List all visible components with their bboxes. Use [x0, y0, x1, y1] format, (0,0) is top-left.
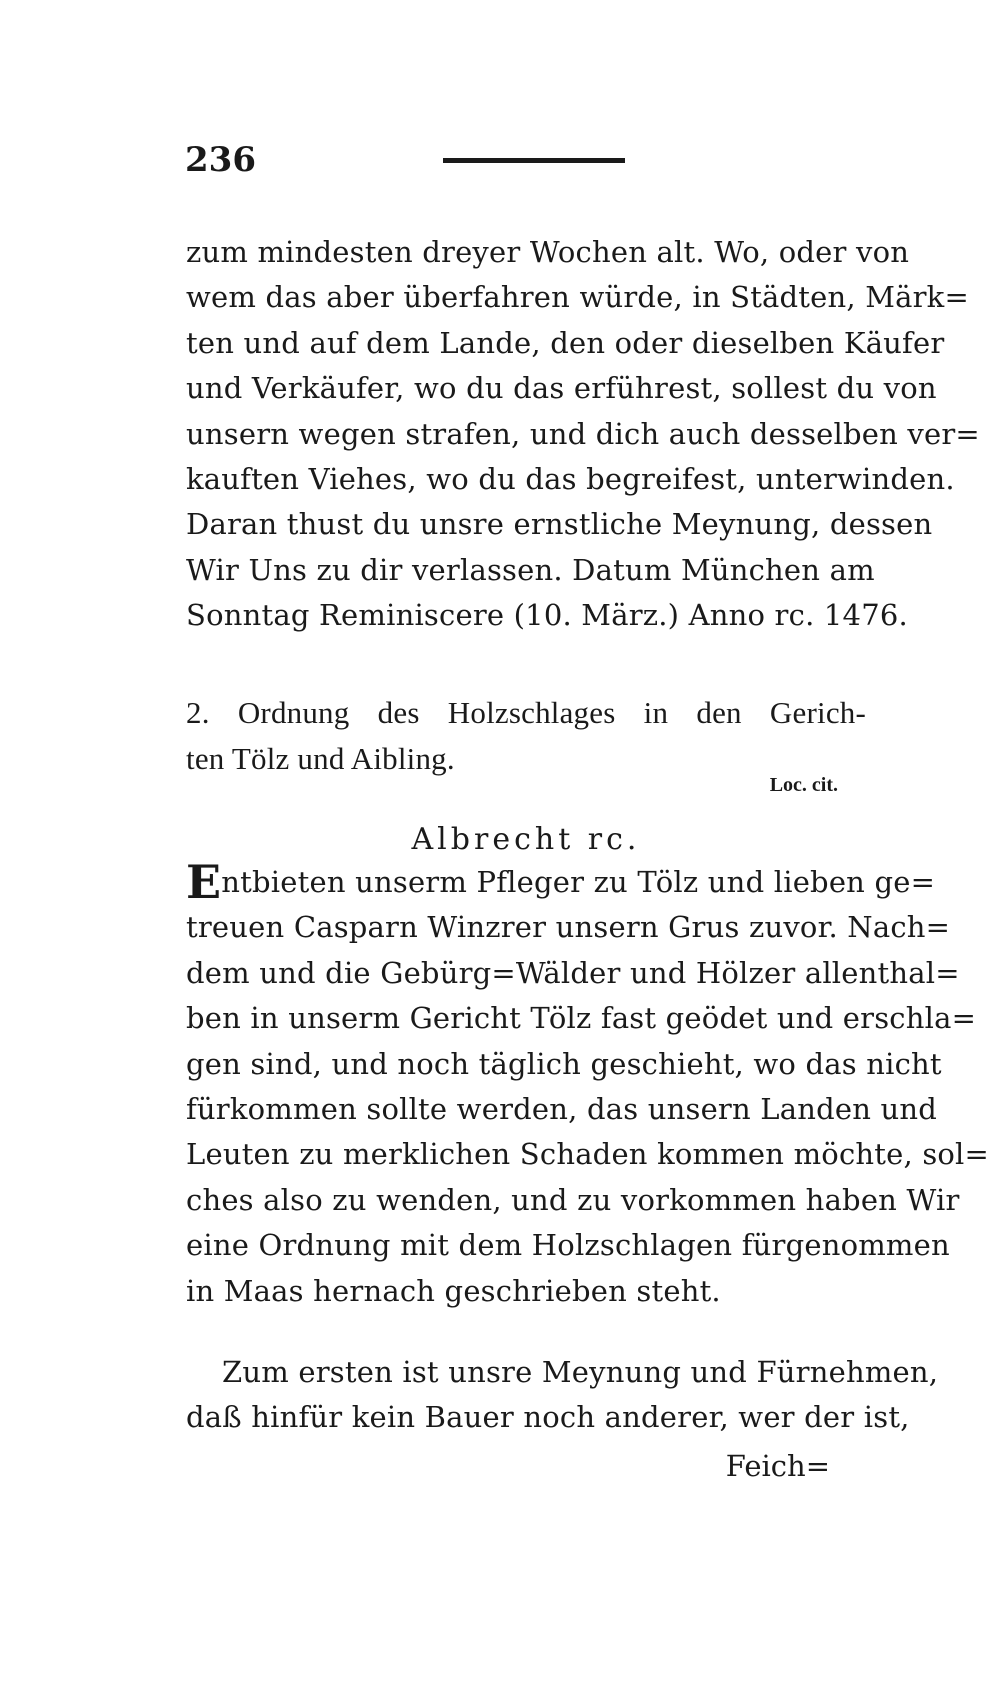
- header-rule: [443, 158, 625, 163]
- text-line: ben in unserm Gericht Tölz fast geödet und erschla=: [186, 1001, 977, 1036]
- text-line: wem das aber überfahren würde, in Städten, Märk=: [186, 280, 969, 315]
- heading-line: ten Tölz und Aibling.: [186, 741, 455, 776]
- text-line: ten und auf dem Lande, den oder dieselben Käufer: [186, 325, 945, 360]
- text-line: ches also zu wenden, und zu vorkommen haben Wir: [186, 1182, 960, 1217]
- page-header: [185, 140, 625, 190]
- text-line: Zum ersten ist unsre Meynung und Fürnehmen,: [222, 1355, 939, 1389]
- text-line: Sonntag Reminiscere (10. März.) Anno rc. 1476.: [186, 598, 908, 633]
- page-number: 236: [185, 140, 256, 180]
- text-line: Daran thust du unsre ernstliche Meynung, dessen: [186, 507, 933, 542]
- text-line: fürkommen sollte werden, das unsern Landen und: [186, 1091, 938, 1126]
- paragraph-1: [186, 230, 980, 639]
- text-line: dem und die Gebürg=Wälder und Hölzer allenthal=: [186, 955, 960, 990]
- text-line: kauften Viehes, wo du das begreifest, unterwinden.: [186, 461, 955, 496]
- paragraph-2: [186, 855, 990, 1314]
- text-line: in Maas hernach geschrieben steht.: [186, 1273, 721, 1308]
- text-line: Leuten zu merklichen Schaden kommen möchte, sol=: [186, 1137, 990, 1172]
- drop-initial: E: [186, 855, 222, 909]
- catchword: Feich=: [725, 1449, 830, 1483]
- text-line: zum mindesten dreyer Wochen alt. Wo, oder von: [186, 235, 910, 269]
- text-line: Wir Uns zu dir verlassen. Datum München am: [186, 552, 875, 587]
- text-line: eine Ordnung mit dem Holzschlagen fürgenommen: [186, 1228, 950, 1263]
- text-line: daß hinfür kein Bauer noch anderer, wer der ist,: [186, 1400, 910, 1435]
- text-line-rest: ntbieten unserm Pfleger zu Tölz und lieben ge=: [221, 865, 936, 899]
- text-line: treuen Casparn Winzrer unsern Grus zuvor. Nach=: [186, 910, 951, 945]
- source-reference: Loc. cit.: [769, 774, 838, 796]
- text-line: [186, 855, 936, 909]
- text-line: und Verkäufer, wo du das erführest, sollest du von: [186, 371, 937, 406]
- heading-line: 2. Ordnung des Holzschlages in den Gerich-: [186, 695, 866, 730]
- text-line: unsern wegen strafen, und dich auch desselben ver=: [186, 416, 980, 451]
- salutation: Albrecht rc.: [411, 822, 641, 857]
- section-heading: [186, 690, 866, 782]
- text-line: gen sind, und noch täglich geschieht, wo das nicht: [186, 1046, 942, 1081]
- paragraph-3: [186, 1350, 939, 1441]
